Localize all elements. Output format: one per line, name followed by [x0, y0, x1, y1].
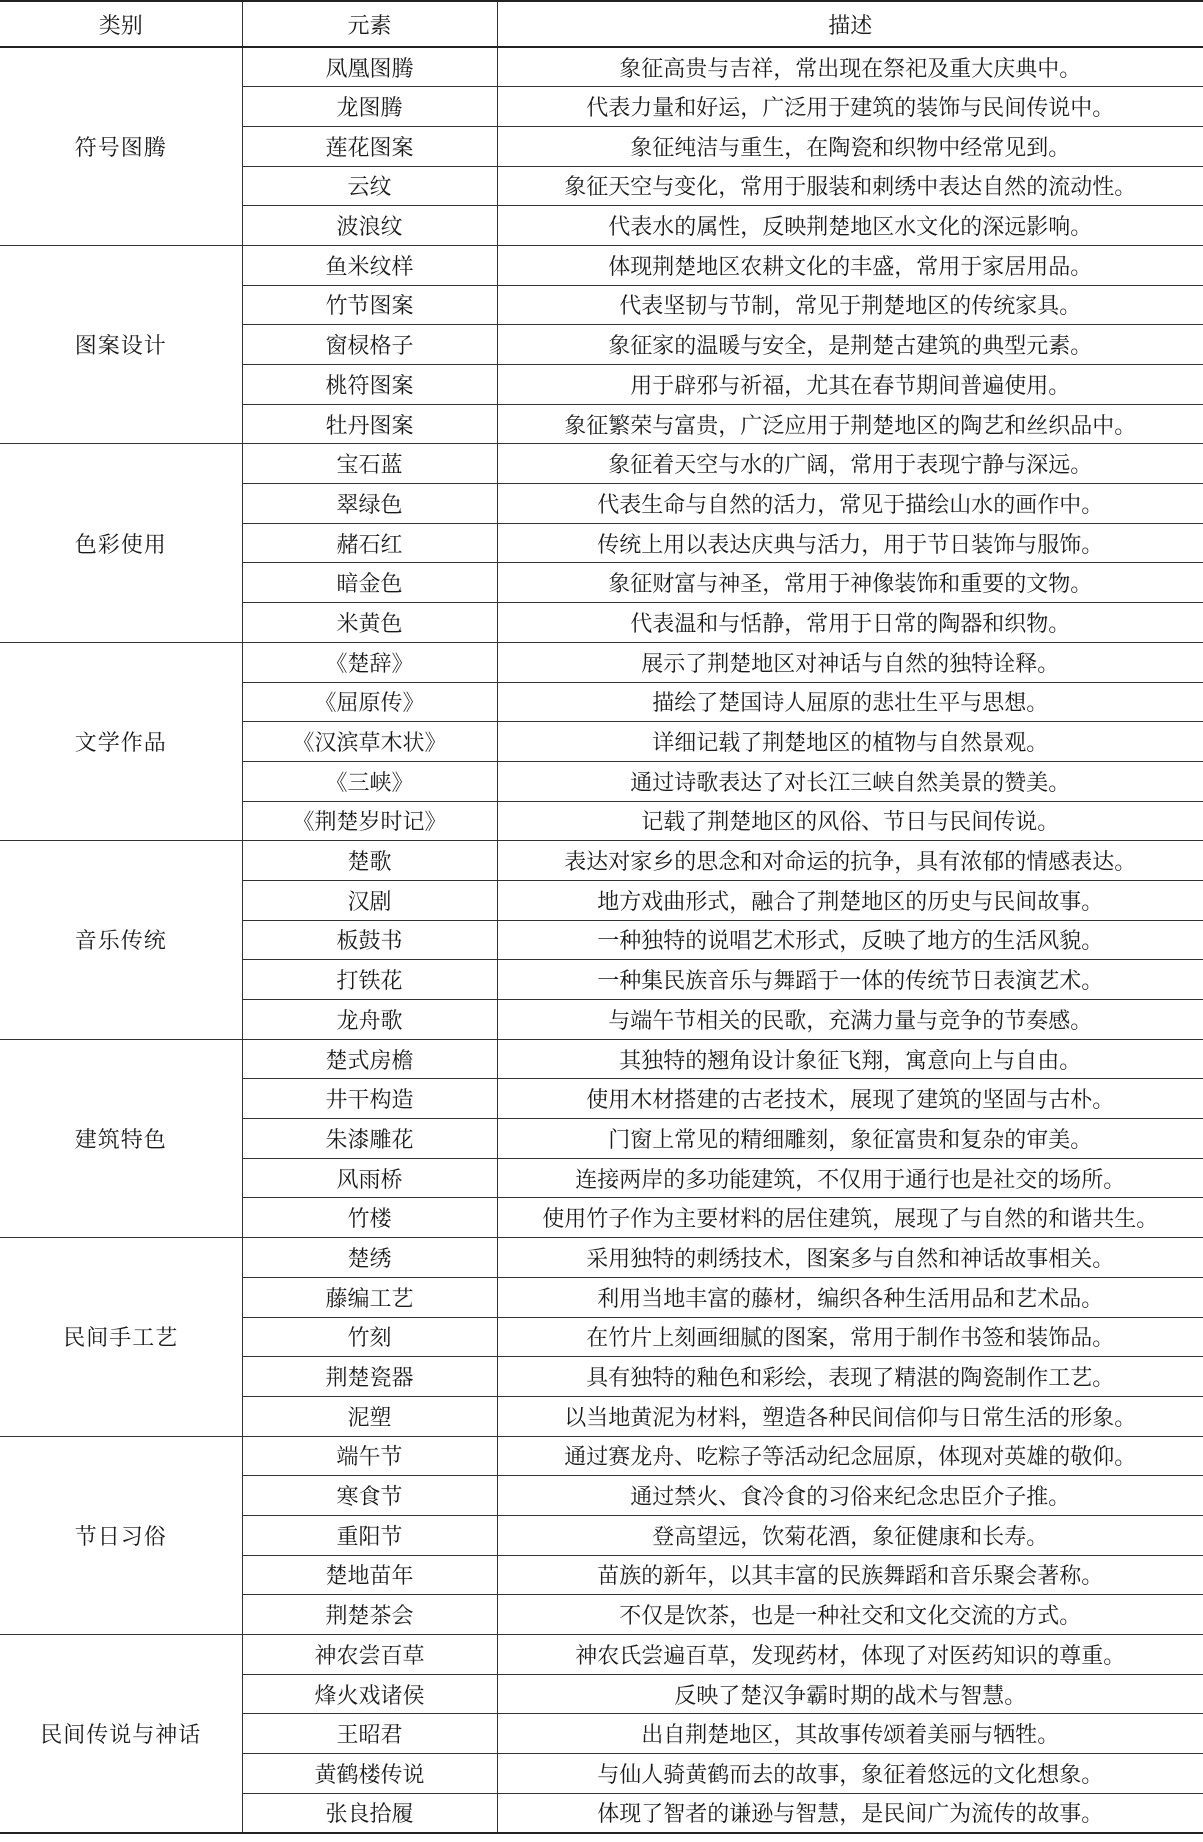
- description-cell: 象征高贵与吉祥，常出现在祭祀及重大庆典中。: [497, 47, 1203, 87]
- description-cell: 代表温和与恬静，常用于日常的陶器和织物。: [497, 603, 1203, 643]
- element-cell: 牡丹图案: [242, 404, 497, 444]
- element-cell: 王昭君: [242, 1714, 497, 1754]
- element-cell: 宝石蓝: [242, 444, 497, 484]
- description-cell: 通过赛龙舟、吃粽子等活动纪念屈原，体现对英雄的敬仰。: [497, 1436, 1203, 1476]
- description-cell: 象征财富与神圣，常用于神像装饰和重要的文物。: [497, 563, 1203, 603]
- element-cell: 荆楚瓷器: [242, 1357, 497, 1397]
- description-cell: 一种独特的说唱艺术形式，反映了地方的生活风貌。: [497, 920, 1203, 960]
- table-body: [0, 47, 1203, 1833]
- description-cell: 体现荆楚地区农耕文化的丰盛，常用于家居用品。: [497, 245, 1203, 285]
- element-cell: 风雨桥: [242, 1158, 497, 1198]
- header-description: 描述: [497, 1, 1203, 47]
- element-cell: 竹刻: [242, 1317, 497, 1357]
- category-cell: 文学作品: [0, 642, 242, 840]
- description-cell: 描绘了楚国诗人屈原的悲壮生平与思想。: [497, 682, 1203, 722]
- description-cell: 象征繁荣与富贵，广泛应用于荆楚地区的陶艺和丝织品中。: [497, 404, 1203, 444]
- description-cell: 象征家的温暖与安全，是荆楚古建筑的典型元素。: [497, 325, 1203, 365]
- description-cell: 代表坚韧与节制，常见于荆楚地区的传统家具。: [497, 285, 1203, 325]
- element-cell: 凤凰图腾: [242, 47, 497, 87]
- category-cell: 民间传说与神话: [0, 1635, 242, 1833]
- header-element: 元素: [242, 1, 497, 47]
- element-cell: 波浪纹: [242, 206, 497, 246]
- element-cell: 赭石红: [242, 523, 497, 563]
- element-cell: 楚式房檐: [242, 1039, 497, 1079]
- element-cell: 打铁花: [242, 960, 497, 1000]
- element-cell: 楚地苗年: [242, 1555, 497, 1595]
- description-cell: 连接两岸的多功能建筑，不仅用于通行也是社交的场所。: [497, 1158, 1203, 1198]
- description-cell: 与端午节相关的民歌，充满力量与竞争的节奏感。: [497, 1000, 1203, 1040]
- description-cell: 门窗上常见的精细雕刻，象征富贵和复杂的审美。: [497, 1119, 1203, 1159]
- element-cell: 井干构造: [242, 1079, 497, 1119]
- header-row: [0, 1, 1203, 47]
- description-cell: 地方戏曲形式，融合了荆楚地区的历史与民间故事。: [497, 880, 1203, 920]
- description-cell: 其独特的翘角设计象征飞翔，寓意向上与自由。: [497, 1039, 1203, 1079]
- description-cell: 使用竹子作为主要材料的居住建筑，展现了与自然的和谐共生。: [497, 1198, 1203, 1238]
- element-cell: 《三峡》: [242, 761, 497, 801]
- description-cell: 不仅是饮茶，也是一种社交和文化交流的方式。: [497, 1595, 1203, 1635]
- element-cell: 《楚辞》: [242, 642, 497, 682]
- description-cell: 采用独特的刺绣技术，图案多与自然和神话故事相关。: [497, 1238, 1203, 1278]
- element-cell: 藤编工艺: [242, 1277, 497, 1317]
- table-row: [0, 47, 1203, 87]
- table-row: [0, 1039, 1203, 1079]
- element-cell: 窗棂格子: [242, 325, 497, 365]
- element-cell: 莲花图案: [242, 126, 497, 166]
- description-cell: 代表水的属性，反映荆楚地区水文化的深远影响。: [497, 206, 1203, 246]
- table-row: [0, 245, 1203, 285]
- table-row: [0, 1238, 1203, 1278]
- element-cell: 张良拾履: [242, 1793, 497, 1833]
- element-cell: 龙舟歌: [242, 1000, 497, 1040]
- category-cell: 节日习俗: [0, 1436, 242, 1634]
- element-cell: 板鼓书: [242, 920, 497, 960]
- element-cell: 《荆楚岁时记》: [242, 801, 497, 841]
- category-cell: 图案设计: [0, 245, 242, 443]
- element-cell: 寒食节: [242, 1476, 497, 1516]
- element-cell: 《汉滨草木状》: [242, 722, 497, 762]
- description-cell: 与仙人骑黄鹤而去的故事，象征着悠远的文化想象。: [497, 1754, 1203, 1794]
- header-category: 类别: [0, 1, 242, 47]
- category-cell: 色彩使用: [0, 444, 242, 642]
- description-cell: 象征着天空与水的广阔，常用于表现宁静与深远。: [497, 444, 1203, 484]
- category-cell: 民间手工艺: [0, 1238, 242, 1436]
- element-cell: 泥塑: [242, 1396, 497, 1436]
- element-cell: 《屈原传》: [242, 682, 497, 722]
- element-cell: 云纹: [242, 166, 497, 206]
- description-cell: 苗族的新年，以其丰富的民族舞蹈和音乐聚会著称。: [497, 1555, 1203, 1595]
- description-cell: 在竹片上刻画细腻的图案，常用于制作书签和装饰品。: [497, 1317, 1203, 1357]
- element-cell: 暗金色: [242, 563, 497, 603]
- description-cell: 象征天空与变化，常用于服装和刺绣中表达自然的流动性。: [497, 166, 1203, 206]
- description-cell: 代表力量和好运，广泛用于建筑的装饰与民间传说中。: [497, 87, 1203, 127]
- description-cell: 通过禁火、食冷食的习俗来纪念忠臣介子推。: [497, 1476, 1203, 1516]
- table-row: [0, 1436, 1203, 1476]
- description-cell: 展示了荆楚地区对神话与自然的独特诠释。: [497, 642, 1203, 682]
- table-row: [0, 444, 1203, 484]
- element-cell: 烽火戏诸侯: [242, 1674, 497, 1714]
- category-cell: 符号图腾: [0, 47, 242, 245]
- description-cell: 传统上用以表达庆典与活力，用于节日装饰与服饰。: [497, 523, 1203, 563]
- element-cell: 翠绿色: [242, 484, 497, 524]
- description-cell: 具有独特的釉色和彩绘，表现了精湛的陶瓷制作工艺。: [497, 1357, 1203, 1397]
- description-cell: 通过诗歌表达了对长江三峡自然美景的赞美。: [497, 761, 1203, 801]
- description-cell: 详细记载了荆楚地区的植物与自然景观。: [497, 722, 1203, 762]
- element-cell: 桃符图案: [242, 365, 497, 405]
- description-cell: 反映了楚汉争霸时期的战术与智慧。: [497, 1674, 1203, 1714]
- description-cell: 登高望远，饮菊花酒，象征健康和长寿。: [497, 1515, 1203, 1555]
- category-cell: 音乐传统: [0, 841, 242, 1039]
- element-cell: 朱漆雕花: [242, 1119, 497, 1159]
- description-cell: 出自荆楚地区，其故事传颂着美丽与牺牲。: [497, 1714, 1203, 1754]
- description-cell: 象征纯洁与重生，在陶瓷和织物中经常见到。: [497, 126, 1203, 166]
- element-cell: 楚绣: [242, 1238, 497, 1278]
- description-cell: 体现了智者的谦逊与智慧，是民间广为流传的故事。: [497, 1793, 1203, 1833]
- element-cell: 龙图腾: [242, 87, 497, 127]
- table-row: [0, 1635, 1203, 1675]
- element-cell: 鱼米纹样: [242, 245, 497, 285]
- element-cell: 米黄色: [242, 603, 497, 643]
- table-row: [0, 841, 1203, 881]
- element-cell: 端午节: [242, 1436, 497, 1476]
- element-cell: 竹楼: [242, 1198, 497, 1238]
- element-cell: 汉剧: [242, 880, 497, 920]
- element-cell: 楚歌: [242, 841, 497, 881]
- description-cell: 表达对家乡的思念和对命运的抗争，具有浓郁的情感表达。: [497, 841, 1203, 881]
- description-cell: 以当地黄泥为材料，塑造各种民间信仰与日常生活的形象。: [497, 1396, 1203, 1436]
- element-cell: 竹节图案: [242, 285, 497, 325]
- element-cell: 神农尝百草: [242, 1635, 497, 1675]
- element-cell: 荆楚茶会: [242, 1595, 497, 1635]
- description-cell: 代表生命与自然的活力，常见于描绘山水的画作中。: [497, 484, 1203, 524]
- description-cell: 神农氏尝遍百草，发现药材，体现了对医药知识的尊重。: [497, 1635, 1203, 1675]
- description-cell: 利用当地丰富的藤材，编织各种生活用品和艺术品。: [497, 1277, 1203, 1317]
- element-cell: 重阳节: [242, 1515, 497, 1555]
- description-cell: 用于辟邪与祈福，尤其在春节期间普遍使用。: [497, 365, 1203, 405]
- table-row: [0, 642, 1203, 682]
- description-cell: 记载了荆楚地区的风俗、节日与民间传说。: [497, 801, 1203, 841]
- description-cell: 一种集民族音乐与舞蹈于一体的传统节日表演艺术。: [497, 960, 1203, 1000]
- element-cell: 黄鹤楼传说: [242, 1754, 497, 1794]
- description-cell: 使用木材搭建的古老技术，展现了建筑的坚固与古朴。: [497, 1079, 1203, 1119]
- category-cell: 建筑特色: [0, 1039, 242, 1237]
